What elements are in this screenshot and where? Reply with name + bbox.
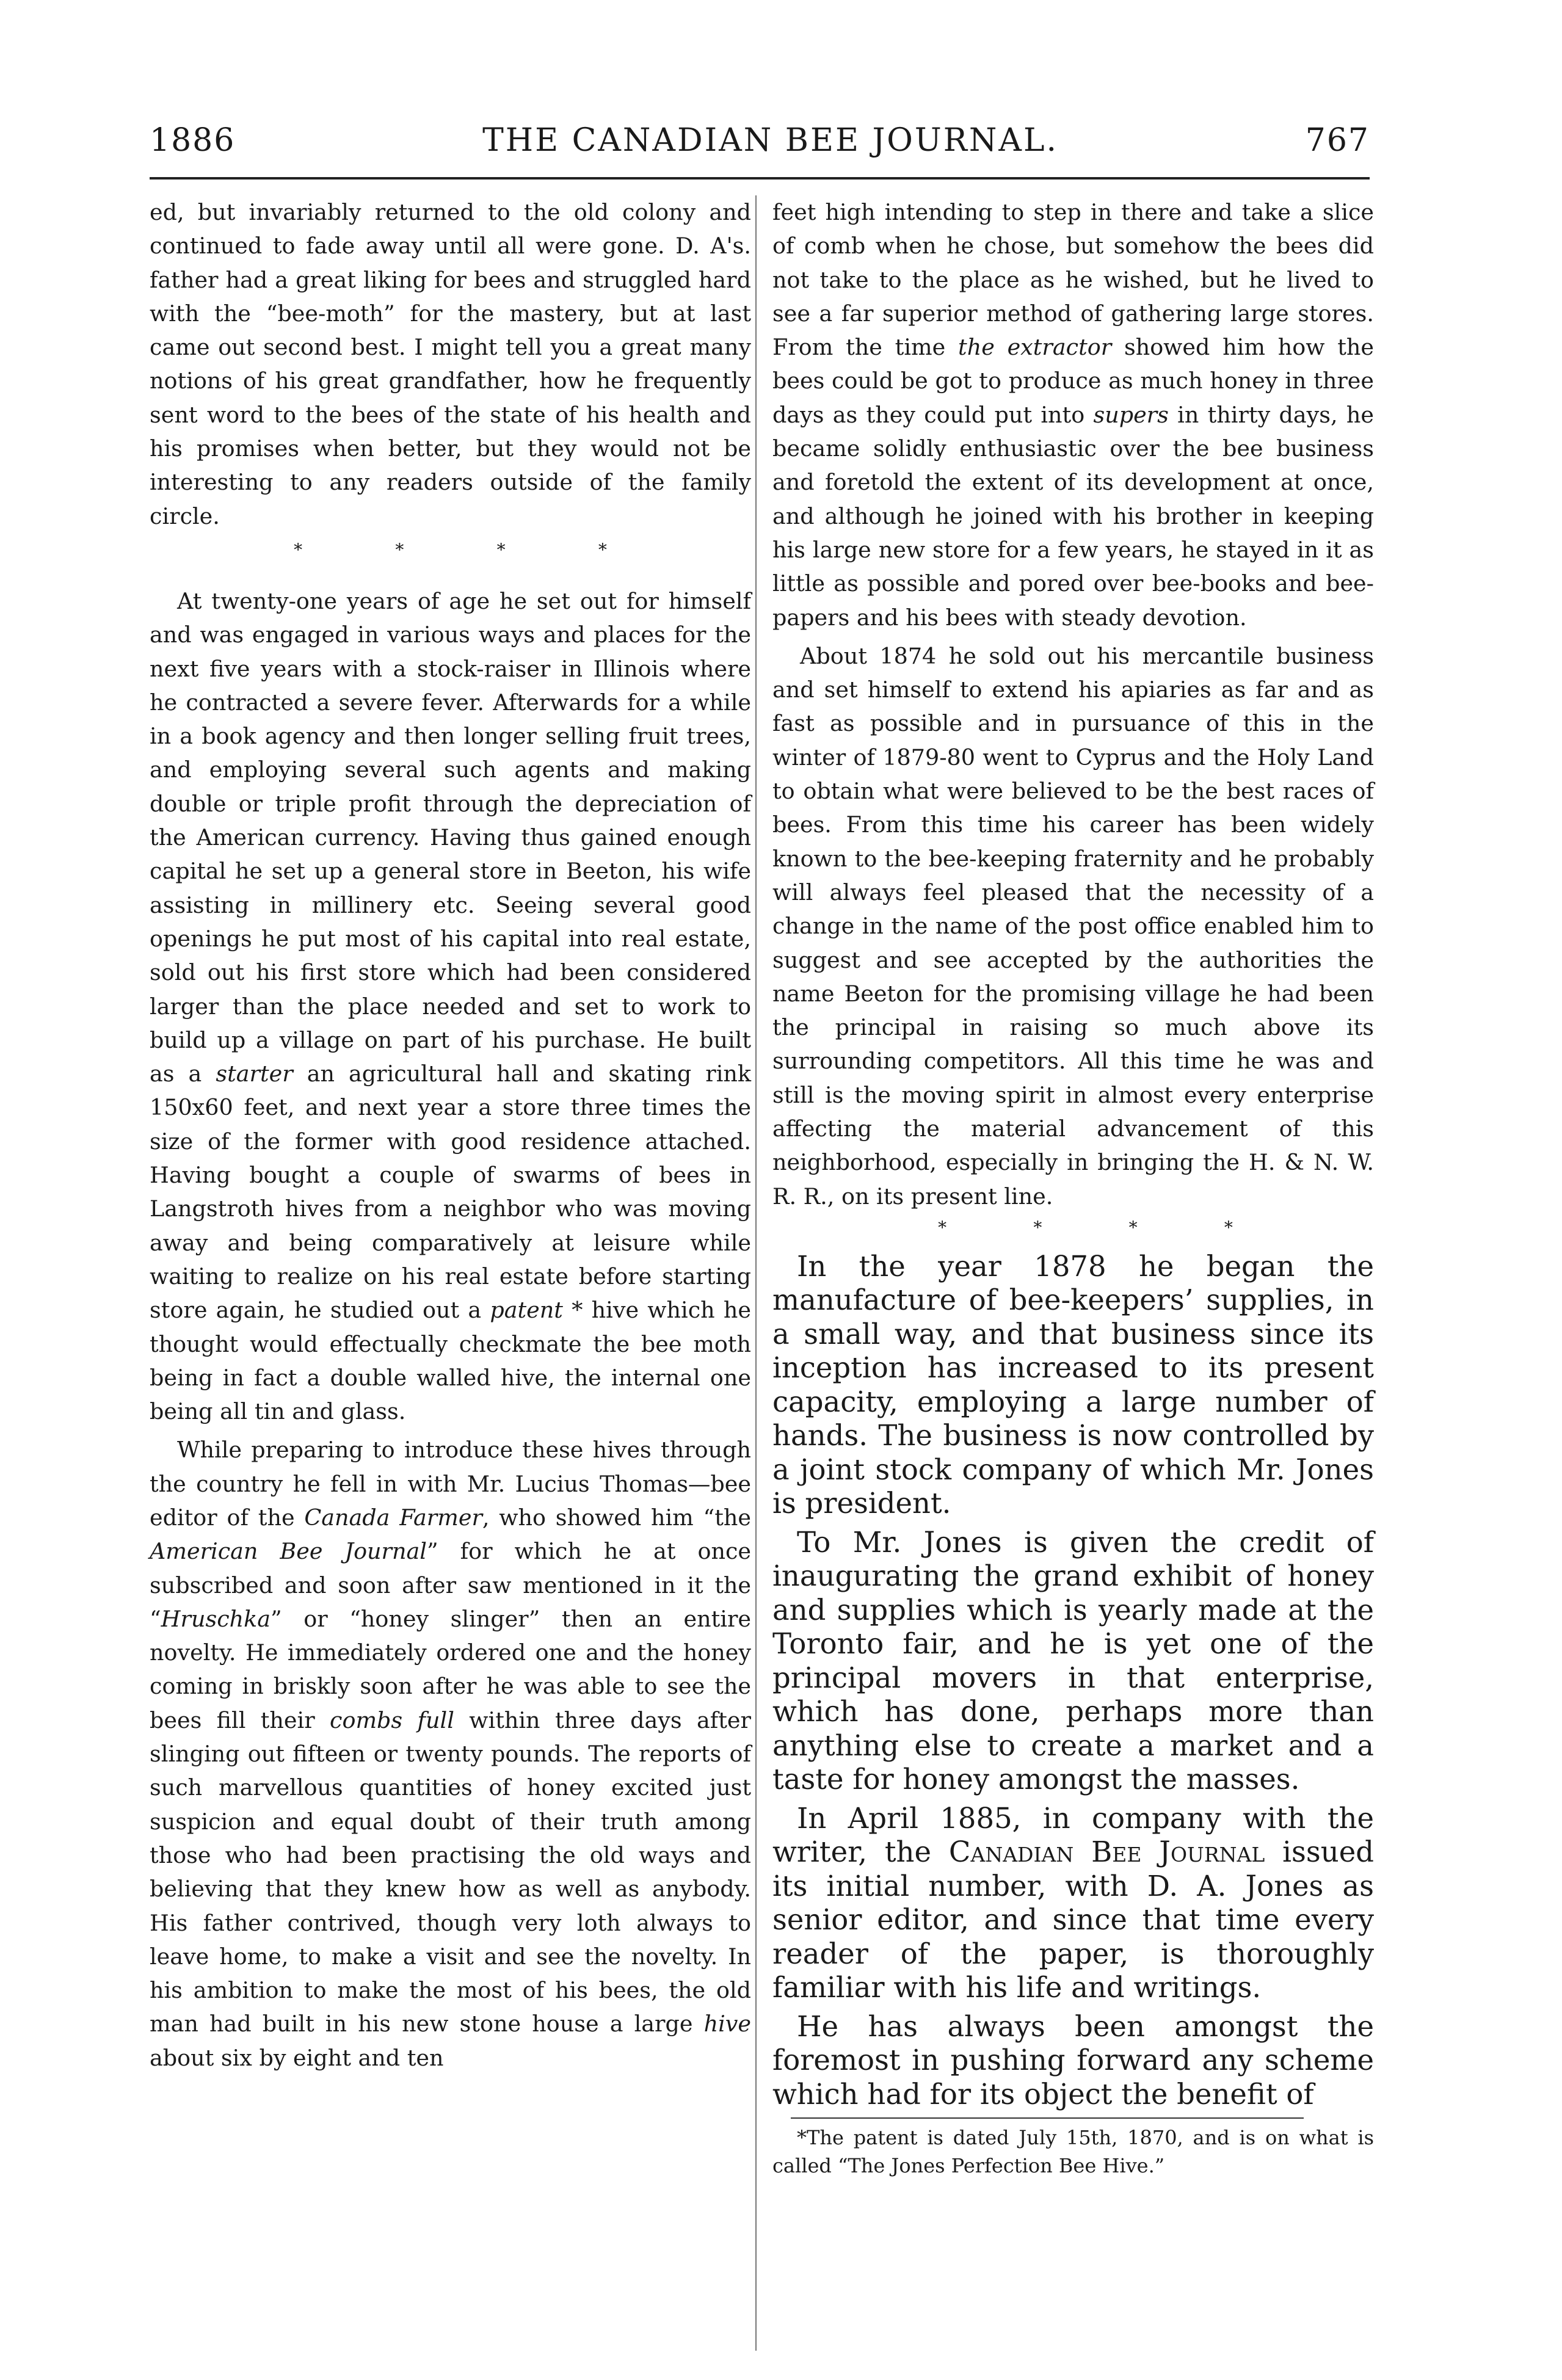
page-header	[150, 122, 1370, 177]
star: *	[294, 539, 303, 560]
paragraph: At twenty-one years of age he set out for himself and was engaged in various ways and places for the next five years with a stock-raiser in Illinois where he contracted a severe fever. Afterwards for a while in a book agency and then longer selling fruit trees, and employing several such agents and making double or triple profit through the depreciation of the American currency. Having thus gained enough capital he set up a general store in Beeton, his wife assisting in millinery etc. Seeing several good openings he put most of his capital into real estate, sold out his first store which had been considered larger than the place needed and set to work to build up a village on part of his purchase. He built as a starter an agricultural hall and skating rink 150x60 feet, and next year a store three times the size of the former with good residence attached. Having bought a couple of swarms of bees in Langstroth hives from a neighbor who was moving away and being comparatively at leisure while waiting to realize on his real estate before starting store again, he studied out a patent * hive which he thought would effectually checkmate the bee moth being in fact a double walled hive, the internal one being all tin and glass.	[150, 587, 752, 1425]
journal-title: THE CANADIAN BEE JOURNAL.	[482, 122, 1059, 159]
star: *	[496, 539, 506, 560]
column-divider	[755, 195, 757, 2351]
italic-text: Hruschka	[161, 1605, 271, 1632]
paragraph: In the year 1878 he began the manufacture of bee-keepers’ supplies, in a small way, and that business since its inception has increased to its present capacity, employing a large number of hands. The business is now controlled by a joint stock company of which Mr. Jones is president.	[772, 1249, 1374, 1520]
italic-text: starter	[216, 1061, 293, 1087]
star: *	[598, 539, 607, 560]
star: *	[395, 539, 404, 560]
star: *	[938, 1217, 947, 1238]
star: *	[1033, 1217, 1042, 1238]
paragraph: While preparing to introduce these hives through the country he fell in with Mr. Lucius Thomas—bee editor of the Canada Farmer, who showed him “the American Bee Journal” for which he at once subscribed and soon after saw mentioned in it the “Hruschka” or “honey slinger” then an entire novelty. He immediately ordered one and the honey coming in briskly soon after he was able to see the bees fill their combs full within three days after slinging out fifteen or twenty pounds. The reports of such marvellous quantities of honey excited just suspicion and equal doubt of their truth among those who had been practising the old ways and believing that they knew how as well as anybody. His father contrived, though very loth always to leave home, to make a visit and see the novelty. In his ambition to make the most of his bees, the old man had built in his new stone house a large hive about six by eight and ten	[150, 1437, 752, 2071]
paragraph: In April 1885, in company with the writer, the Canadian Bee Journal issued its initial number, with D. A. Jones as senior editor, and since that time every reader of the paper, is thoroughly familiar with his life and writings.	[772, 1801, 1374, 2004]
italic-text: American Bee Journal	[150, 1538, 427, 1565]
italic-text: hive	[703, 2011, 751, 2037]
section-break-stars	[150, 538, 751, 562]
right-column	[772, 195, 1374, 2180]
paragraph: About 1874 he sold out his mercantile business and set himself to extend his apiaries as far and as fast as possible and in pursuance of this in the winter of 1879-80 went to Cyprus and the Holy Land to obtain what were believed to be the best races of bees. From this time his career has been widely known to the bee-keeping fraternity and he probably will always feel pleased that the necessity of a change in the name of the post office enabled him to suggest and see accepted by the authorities the name Beeton for the promising village he had been the principal in raising so much above its surrounding competitors. All this time he was and still is the moving spirit in almost every enterprise affecting the material advancement of this neighborhood, especially in bringing the H. & N. W. R. R., on its present line.	[772, 642, 1374, 1210]
italic-text: Canada Farmer	[304, 1504, 482, 1531]
paragraph: He has always been amongst the foremost in pushing forward any scheme which had for its object the benefit of	[772, 2009, 1374, 2111]
italic-text: combs full	[330, 1707, 454, 1733]
italic-text: the extractor	[958, 334, 1112, 361]
page-number: 767	[1305, 122, 1370, 159]
paragraph: feet high intending to step in there and take a slice of comb when he chose, but somehow the bees did not take to the place as he wished, but he lived to see a far superior method of gathering large stores. From the time the extractor showed him how the bees could be got to produce as much honey in three days as they could put into supers in thirty days, he became solidly enthusiastic over the bee business and foretold the extent of its development at once, and although he joined with his brother in keeping his large new store for a few years, he stayed in it as little as possible and pored over bee-books and bee-papers and his bees with steady devotion.	[772, 199, 1375, 631]
star: *	[1224, 1217, 1233, 1238]
italic-text: patent	[490, 1297, 563, 1324]
paragraph: To Mr. Jones is given the credit of inaugurating the grand exhibit of honey and supplies which is yearly made at the Toronto fair, and he is yet one of the principal movers in that enterprise, which has done, perhaps more than anything else to create a market and a taste for honey amongst the masses.	[772, 1525, 1374, 1796]
section-break-stars	[772, 1216, 1374, 1240]
paragraph: ed, but invariably returned to the old colony and continued to fade away until all were gone. D. A's. father had a great liking for bees and struggled hard with the “bee-moth” for the mastery, but at last came out second best. I might tell you a great many notions of his great grandfather, how he frequently sent word to the bees of the state of his health and his promises when better, but they would not be interesting to any readers outside of the family circle.	[150, 199, 751, 529]
italic-text: supers	[1093, 401, 1169, 428]
journal-name: Canadian Bee Journal	[948, 1835, 1265, 1869]
star: *	[1128, 1217, 1138, 1238]
header-year: 1886	[150, 122, 236, 159]
left-column	[150, 195, 751, 2080]
header-rule	[150, 177, 1370, 180]
large-type-section	[772, 1250, 1374, 2112]
footnote-rule	[791, 2117, 1304, 2119]
footnote: *The patent is dated July 15th, 1870, and is on what is called “The Jones Perfection Bee Hive.”	[772, 2126, 1374, 2178]
